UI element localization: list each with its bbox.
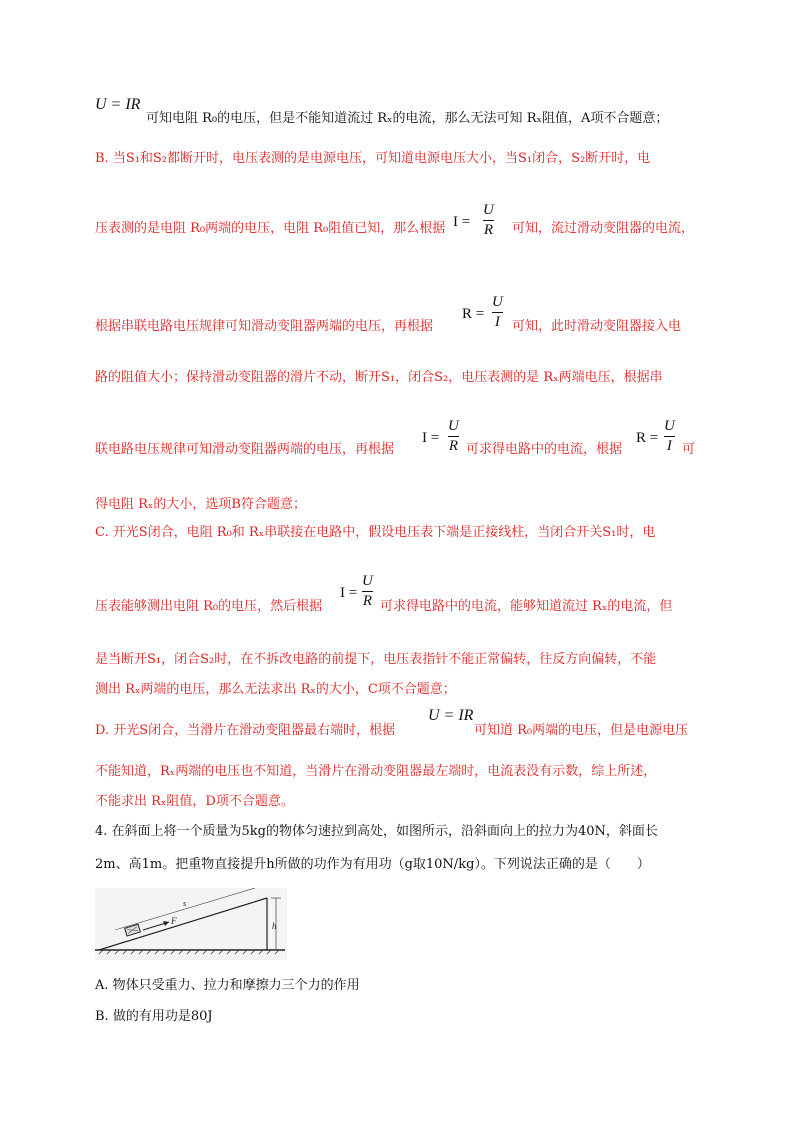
denominator: I <box>666 438 672 454</box>
equals-sign: I = <box>453 214 471 230</box>
numerator: U <box>664 418 675 434</box>
text-line-10: 是当断开S₁，闭合S₂时，在不拆改电路的前提下，电压表指针不能正常偏转，往反方向偏转，不能 <box>95 652 657 667</box>
text-line-3a: 压表测的是电阻 R₀两端的电压，电阻 R₀阻值已知，那么根据 <box>95 221 446 236</box>
option-b: B. 做的有用功是80J <box>95 1009 213 1024</box>
fraction-bar <box>362 591 373 592</box>
text-line-4a: 根据串联电路电压规律可知滑动变阻器两端的电压，再根据 <box>95 319 434 334</box>
fraction-bar <box>492 312 503 313</box>
text-line-9a: 压表能够测出电阻 R₀的电压，然后根据 <box>95 599 323 614</box>
formula-i-u-r-1 <box>453 202 494 239</box>
numerator: U <box>483 202 494 218</box>
question-4-line-2: 2m、高1m。把重物直接提升h所做的功作为有用功（g取10N/kg）。下列说法正确的是（ ） <box>95 857 650 872</box>
formula-r-u-i-2 <box>636 418 675 455</box>
question-4-line-1: 4. 在斜面上将一个质量为5kg的物体匀速拉到高处，如图所示，沿斜面向上的拉力为40N，斜面长 <box>95 824 658 839</box>
denominator: R <box>448 438 458 454</box>
option-a: A. 物体只受重力、拉力和摩擦力三个力的作用 <box>95 978 360 993</box>
text-line-3b: 可知，流过滑动变阻器的电流， <box>512 221 695 236</box>
text-line-6a: 联电路电压规律可知滑动变阻器两端的电压，再根据 <box>95 442 395 457</box>
text-line-8: C. 开光S闭合，电阻 R₀和 Rₓ串联接在电路中，假设电压表下端是正接线柱，当闭合开关S₁时，电 <box>95 525 656 540</box>
denominator: I <box>494 314 500 330</box>
text-line-12b: 可知道 R₀两端的电压，但是电源电压 <box>474 723 689 738</box>
fraction-bar <box>664 436 675 437</box>
formula-r-u-i-1 <box>462 294 503 331</box>
text-line-6c: 可 <box>682 442 696 457</box>
figure-background <box>95 888 287 960</box>
numerator: U <box>362 573 373 589</box>
text-line-14: 不能求出 Rₓ阻值，D项不合题意。 <box>95 794 294 809</box>
text-line-7: 得电阻 Rₓ的大小，选项B符合题意； <box>95 497 306 512</box>
text-line-9b: 可求得电路中的电流，能够知道流过 Rₓ的电流，但 <box>380 599 673 614</box>
equals-sign: R = <box>462 306 485 322</box>
formula-u-ir-1: U = IR <box>95 96 141 113</box>
numerator: U <box>492 294 503 310</box>
denominator: R <box>362 593 372 609</box>
equals-sign: I = <box>340 585 358 601</box>
text-line-1: 可知电阻 R₀的电压，但是不能知道流过 Rₓ的电流，那么无法可知 Rₓ阻值，A项不合题意； <box>146 111 669 126</box>
length-label: s <box>183 899 187 908</box>
text-line-13: 不能知道，Rₓ两端的电压也不知道，当滑片在滑动变阻器最左端时，电流表没有示数，综上所述， <box>95 764 657 779</box>
fraction-bar <box>448 436 459 437</box>
equals-sign: R = <box>636 430 659 446</box>
text-line-2: B. 当S₁和S₂都断开时，电压表测的是电源电压，可知道电源电压大小，当S₁闭合，S₂断开时，电 <box>95 151 651 166</box>
inclined-plane-figure <box>95 888 287 960</box>
text-line-4b: 可知，此时滑动变阻器接入电 <box>512 319 682 334</box>
height-label: h <box>272 921 277 931</box>
numerator: U <box>448 418 459 434</box>
fraction-bar <box>483 220 494 221</box>
text-line-5: 路的阻值大小；保持滑动变阻器的滑片不动，断开S₁，闭合S₂，电压表测的是 Rₓ两端电压，根据串 <box>95 370 663 385</box>
formula-i-u-r-3 <box>340 573 373 610</box>
formula-i-u-r-2 <box>422 418 459 455</box>
denominator: R <box>483 222 493 238</box>
formula-u-ir-2: U = IR <box>428 707 474 724</box>
equals-sign: I = <box>422 430 440 446</box>
text-line-6b: 可求得电路中的电流，根据 <box>466 442 623 457</box>
force-label: F <box>171 916 177 926</box>
text-line-12a: D. 开光S闭合，当滑片在滑动变阻器最右端时，根据 <box>95 723 396 738</box>
text-line-11: 测出 Rₓ两端的电压，那么无法求出 Rₓ的大小，C项不合题意； <box>95 682 456 697</box>
